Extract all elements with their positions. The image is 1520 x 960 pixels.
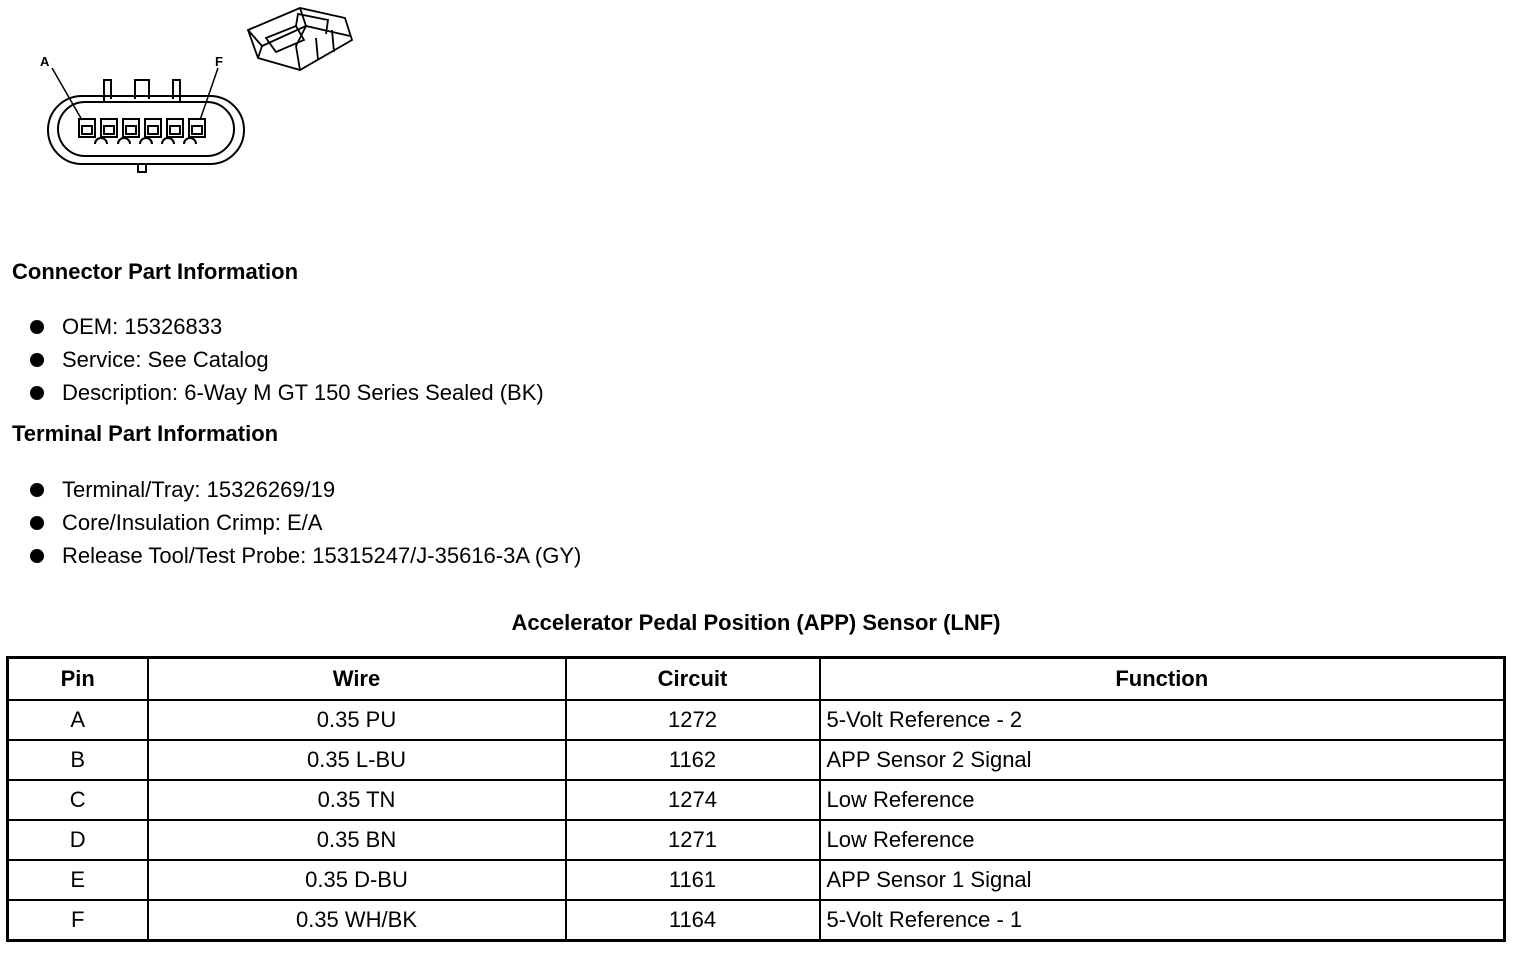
bullet-icon — [30, 353, 44, 367]
wire-cell: 0.35 BN — [148, 820, 566, 860]
function-cell: Low Reference — [820, 820, 1505, 860]
pin-label-f: F — [215, 54, 223, 69]
bullet-icon — [30, 483, 44, 497]
list-item: Terminal/Tray: 15326269/19 — [28, 473, 581, 506]
list-item: OEM: 15326833 — [28, 310, 544, 343]
column-header-function: Function — [820, 658, 1505, 701]
function-cell: Low Reference — [820, 780, 1505, 820]
function-cell: 5-Volt Reference - 2 — [820, 700, 1505, 740]
connector-3d-sketch — [248, 8, 352, 70]
pin-cell: F — [8, 900, 148, 941]
function-cell: 5-Volt Reference - 1 — [820, 900, 1505, 941]
list-item: Release Tool/Test Probe: 15315247/J-35616-3A (GY) — [28, 539, 581, 572]
wire-cell: 0.35 WH/BK — [148, 900, 566, 941]
function-cell: APP Sensor 2 Signal — [820, 740, 1505, 780]
pin-cell: E — [8, 860, 148, 900]
circuit-cell: 1274 — [566, 780, 820, 820]
connector-diagram — [0, 0, 380, 190]
pin-cell: A — [8, 700, 148, 740]
pin-label-a: A — [40, 54, 50, 69]
table-row — [8, 740, 1505, 780]
list-item: Description: 6-Way M GT 150 Series Sealed (BK) — [28, 376, 544, 409]
column-header-circuit: Circuit — [566, 658, 820, 701]
bullet-icon — [30, 516, 44, 530]
connector-latch — [104, 80, 180, 102]
table-row — [8, 780, 1505, 820]
wire-cell: 0.35 L-BU — [148, 740, 566, 780]
list-item: Core/Insulation Crimp: E/A — [28, 506, 581, 539]
terminal-cavities — [79, 119, 205, 137]
table-row — [8, 700, 1505, 740]
wire-cell: 0.35 PU — [148, 700, 566, 740]
circuit-cell: 1161 — [566, 860, 820, 900]
circuit-cell: 1162 — [566, 740, 820, 780]
bullet-icon — [30, 320, 44, 334]
pinout-table — [6, 656, 1506, 942]
wire-cell: 0.35 TN — [148, 780, 566, 820]
circuit-cell: 1164 — [566, 900, 820, 941]
connector-info-list — [28, 310, 544, 409]
pin-cell: B — [8, 740, 148, 780]
table-header-row — [8, 658, 1505, 701]
connector-key — [138, 164, 146, 172]
terminal-info-list — [28, 473, 581, 572]
function-cell: APP Sensor 1 Signal — [820, 860, 1505, 900]
table-row — [8, 860, 1505, 900]
terminal-section-title: Terminal Part Information — [12, 421, 279, 446]
bullet-icon — [30, 549, 44, 563]
circuit-cell: 1271 — [566, 820, 820, 860]
bullet-icon — [30, 386, 44, 400]
pin-cell: D — [8, 820, 148, 860]
table-title: Accelerator Pedal Position (APP) Sensor (LNF) — [511, 610, 1001, 635]
column-header-wire: Wire — [148, 658, 566, 701]
wire-cell: 0.35 D-BU — [148, 860, 566, 900]
pin-cell: C — [8, 780, 148, 820]
connector-section-title: Connector Part Information — [12, 259, 299, 284]
list-item: Service: See Catalog — [28, 343, 544, 376]
table-row — [8, 900, 1505, 941]
column-header-pin: Pin — [8, 658, 148, 701]
circuit-cell: 1272 — [566, 700, 820, 740]
table-row — [8, 820, 1505, 860]
